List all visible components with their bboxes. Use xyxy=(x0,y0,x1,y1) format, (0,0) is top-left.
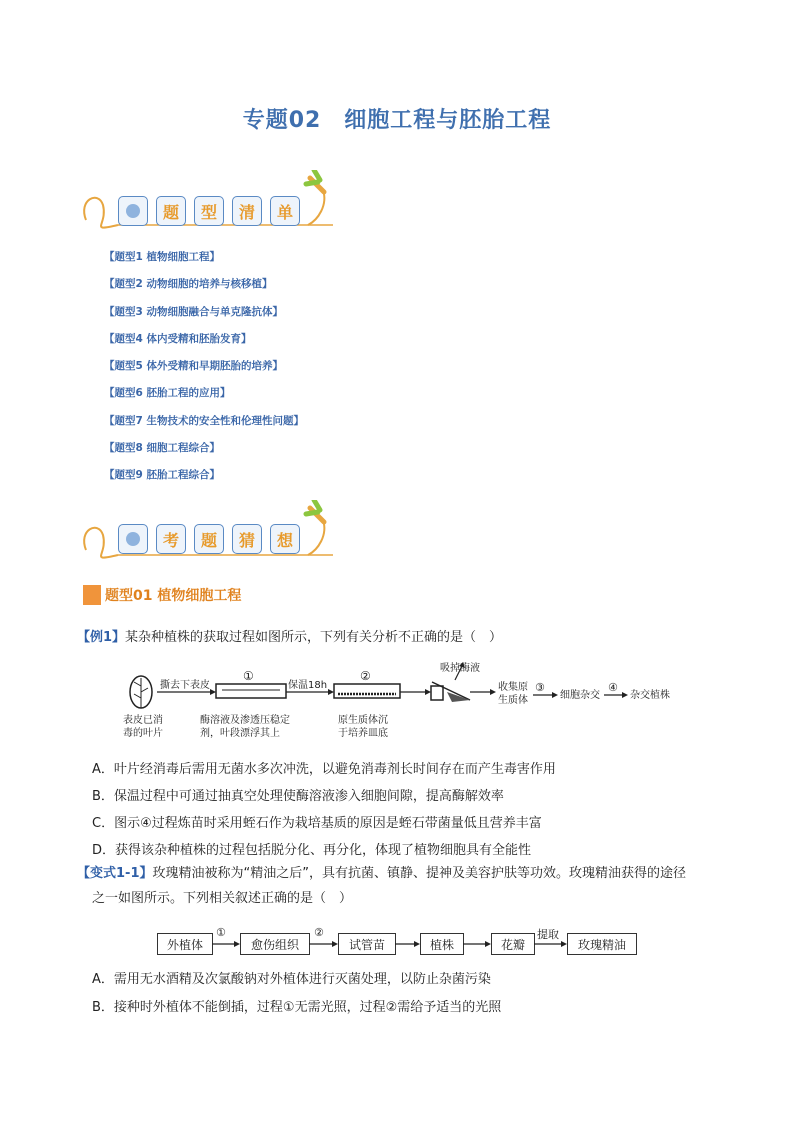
topic-link[interactable]: 【题型5 体外受精和早期胚胎的培养】 xyxy=(104,360,283,373)
topic-link[interactable]: 【题型9 胚胎工程综合】 xyxy=(104,469,220,482)
dish1-label: 酶溶液及渗透压稳定 剂，叶段漂浮其上 xyxy=(200,715,290,739)
option-c[interactable]: C．图示④过程炼苗时采用蛭石作为栽培基质的原因是蛭石带菌量低且营养丰富 xyxy=(92,816,542,831)
step-number: ① xyxy=(243,669,254,683)
hybrid-cell-label: 细胞杂交 xyxy=(560,690,600,701)
flow-box: 植株 xyxy=(420,933,464,955)
topic-link[interactable]: 【题型1 植物细胞工程】 xyxy=(104,251,220,263)
leaf-label: 表皮已消 毒的叶片 xyxy=(123,715,163,739)
flow-box: 愈伤组织 xyxy=(240,933,310,955)
absorb-label: 吸掉酶液 xyxy=(440,663,480,674)
topic-link[interactable]: 【题型4 体内受精和胚胎发育】 xyxy=(104,332,252,345)
example1-stem: 【例1】某杂种植株的获取过程如图所示，下列有关分析不正确的是（ ） xyxy=(77,630,503,645)
dish2-label: 原生质体沉 于培养皿底 xyxy=(338,715,388,739)
topic-link[interactable]: 【题型7 生物技术的安全性和伦理性问题】 xyxy=(104,414,304,427)
step-label: 撕去下表皮 xyxy=(160,680,210,691)
banner-char: 猜 xyxy=(232,524,262,554)
option-d[interactable]: D．获得该杂种植株的过程包括脱分化、再分化，体现了植物细胞具有全能性 xyxy=(92,843,532,858)
banner-char: 清 xyxy=(232,196,262,226)
option-a[interactable]: A．需用无水酒精及次氯酸钠对外植体进行灭菌处理，以防止杂菌污染 xyxy=(92,972,491,987)
banner-char: 考 xyxy=(156,524,186,554)
banner-char: 题 xyxy=(194,524,224,554)
topic-link[interactable]: 【题型3 动物细胞融合与单克隆抗体】 xyxy=(104,305,283,318)
option-b[interactable]: B．接种时外植体不能倒插，过程①无需光照，过程②需给予适当的光照 xyxy=(92,1000,502,1015)
banner-char: 题 xyxy=(156,196,186,226)
flow-box: 外植体 xyxy=(157,933,213,955)
step-label: 保温18h xyxy=(288,680,328,691)
topic-link[interactable]: 【题型6 胚胎工程的应用】 xyxy=(104,387,231,400)
option-a[interactable]: A．叶片经消毒后需用无菌水多次冲洗，以避免消毒剂长时间存在而产生毒害作用 xyxy=(92,762,556,777)
section-heading: 题型01 植物细胞工程 xyxy=(83,585,241,605)
flow-box: 玫瑰精油 xyxy=(567,933,637,955)
option-b[interactable]: B．保温过程中可通过抽真空处理使酶溶液渗入细胞间隙，提高酶解效率 xyxy=(92,789,504,804)
flow-box: 花瓣 xyxy=(491,933,535,955)
step-number: ③ xyxy=(535,681,545,694)
banner-char: 单 xyxy=(270,196,300,226)
flow-box: 试管苗 xyxy=(338,933,396,955)
variant1-stem: 【变式1-1】玫瑰精油被称为“精油之后”，具有抗菌、镇静、提神及美容护肤等功效。玫瑰精油获得的途径 之一如图所示。下列相关叙述正确的是（ ） xyxy=(77,866,686,906)
step-number: ④ xyxy=(608,681,618,694)
flow-arrow-label: 提取 xyxy=(537,928,559,941)
banner-char: 型 xyxy=(194,196,224,226)
hybrid-plant-label: 杂交植株 xyxy=(630,690,670,701)
page-title: 专题02 细胞工程与胚胎工程 xyxy=(242,108,552,133)
step-number: ② xyxy=(360,669,371,683)
flow-arrow-label: ② xyxy=(314,926,324,939)
flow-arrow-label: ① xyxy=(216,926,226,939)
topic-link[interactable]: 【题型8 细胞工程综合】 xyxy=(104,442,220,455)
collect-label: 收集原 生质体 xyxy=(498,682,528,706)
banner-char: 想 xyxy=(270,524,300,554)
topic-link[interactable]: 【题型2 动物细胞的培养与核移植】 xyxy=(104,278,273,291)
